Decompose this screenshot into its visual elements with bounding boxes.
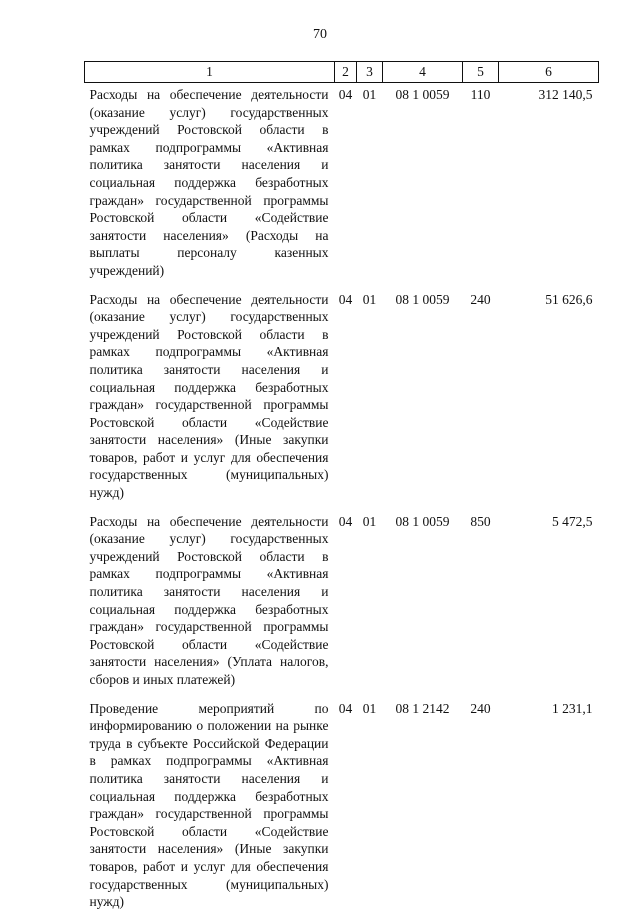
header-col-2: 2 bbox=[335, 62, 357, 83]
row-type: 240 bbox=[470, 291, 491, 307]
row-amount: 312 140,5 bbox=[538, 87, 593, 102]
table-row bbox=[85, 510, 599, 697]
row-type: 110 bbox=[470, 87, 491, 102]
row-subsection: 01 bbox=[362, 291, 377, 307]
header-col-4: 4 bbox=[383, 62, 463, 83]
row-subsection: 01 bbox=[362, 700, 377, 716]
page-number: 70 bbox=[313, 27, 327, 42]
row-type: 850 bbox=[470, 513, 491, 529]
row-target: 08 1 2142 bbox=[395, 700, 450, 716]
table-row bbox=[85, 288, 599, 510]
row-description: Расходы на обеспечение деятельности (оказание услуг) государственных учреждений Ростовской области в рамках подпрограммы «Активная политика занятости населения и социальная поддержка безработных граждан» государственной программы Ростовской области «Содействие занятости населения» (Расходы на выплаты персоналу казенных учреждений) bbox=[89, 87, 329, 278]
row-description: Расходы на обеспечение деятельности (оказание услуг) государственных учреждений Ростовской области в рамках подпрограммы «Активная политика занятости населения и социальная поддержка безработных граждан» государственной программы Ростовской области «Содействие занятости населения» (Иные закупки товаров, работ и услуг для обеспечения государственных (муниципальных) нужд) bbox=[89, 291, 329, 501]
header-col-6: 6 bbox=[499, 62, 599, 83]
table-row bbox=[85, 697, 599, 919]
table-body bbox=[85, 83, 599, 919]
table-header bbox=[85, 62, 599, 83]
row-target: 08 1 0059 bbox=[395, 513, 450, 529]
row-description: Проведение мероприятий по информированию о положении на рынке труда в субъекте Российской Федерации в рамках подпрограммы «Активная политика занятости населения и социальная поддержка безработных граждан» государственной программы Ростовской области «Содействие занятости населения» (Иные закупки товаров, работ и услуг для обеспечения государственных (муниципальных) нужд) bbox=[89, 700, 329, 910]
row-section: 04 bbox=[338, 513, 353, 529]
header-col-5: 5 bbox=[463, 62, 499, 83]
row-section: 04 bbox=[338, 700, 353, 716]
row-target: 08 1 0059 bbox=[395, 87, 450, 102]
table-row bbox=[85, 83, 599, 288]
row-subsection: 01 bbox=[362, 87, 377, 102]
header-col-1: 1 bbox=[85, 62, 335, 83]
row-amount: 5 472,5 bbox=[552, 513, 593, 529]
row-type: 240 bbox=[470, 700, 491, 716]
row-amount: 1 231,1 bbox=[552, 700, 593, 716]
row-section: 04 bbox=[338, 87, 353, 102]
header-row bbox=[85, 62, 599, 83]
row-subsection: 01 bbox=[362, 513, 377, 529]
header-col-3: 3 bbox=[357, 62, 383, 83]
budget-table bbox=[84, 61, 599, 919]
row-amount: 51 626,6 bbox=[545, 291, 593, 307]
row-section: 04 bbox=[338, 291, 353, 307]
row-target: 08 1 0059 bbox=[395, 291, 450, 307]
row-description: Расходы на обеспечение деятельности (оказание услуг) государственных учреждений Ростовской области в рамках подпрограммы «Активная политика занятости населения и социальная поддержка безработных граждан» государственной программы Ростовской области «Содействие занятости населения» (Уплата налогов, сборов и иных платежей) bbox=[89, 513, 329, 687]
